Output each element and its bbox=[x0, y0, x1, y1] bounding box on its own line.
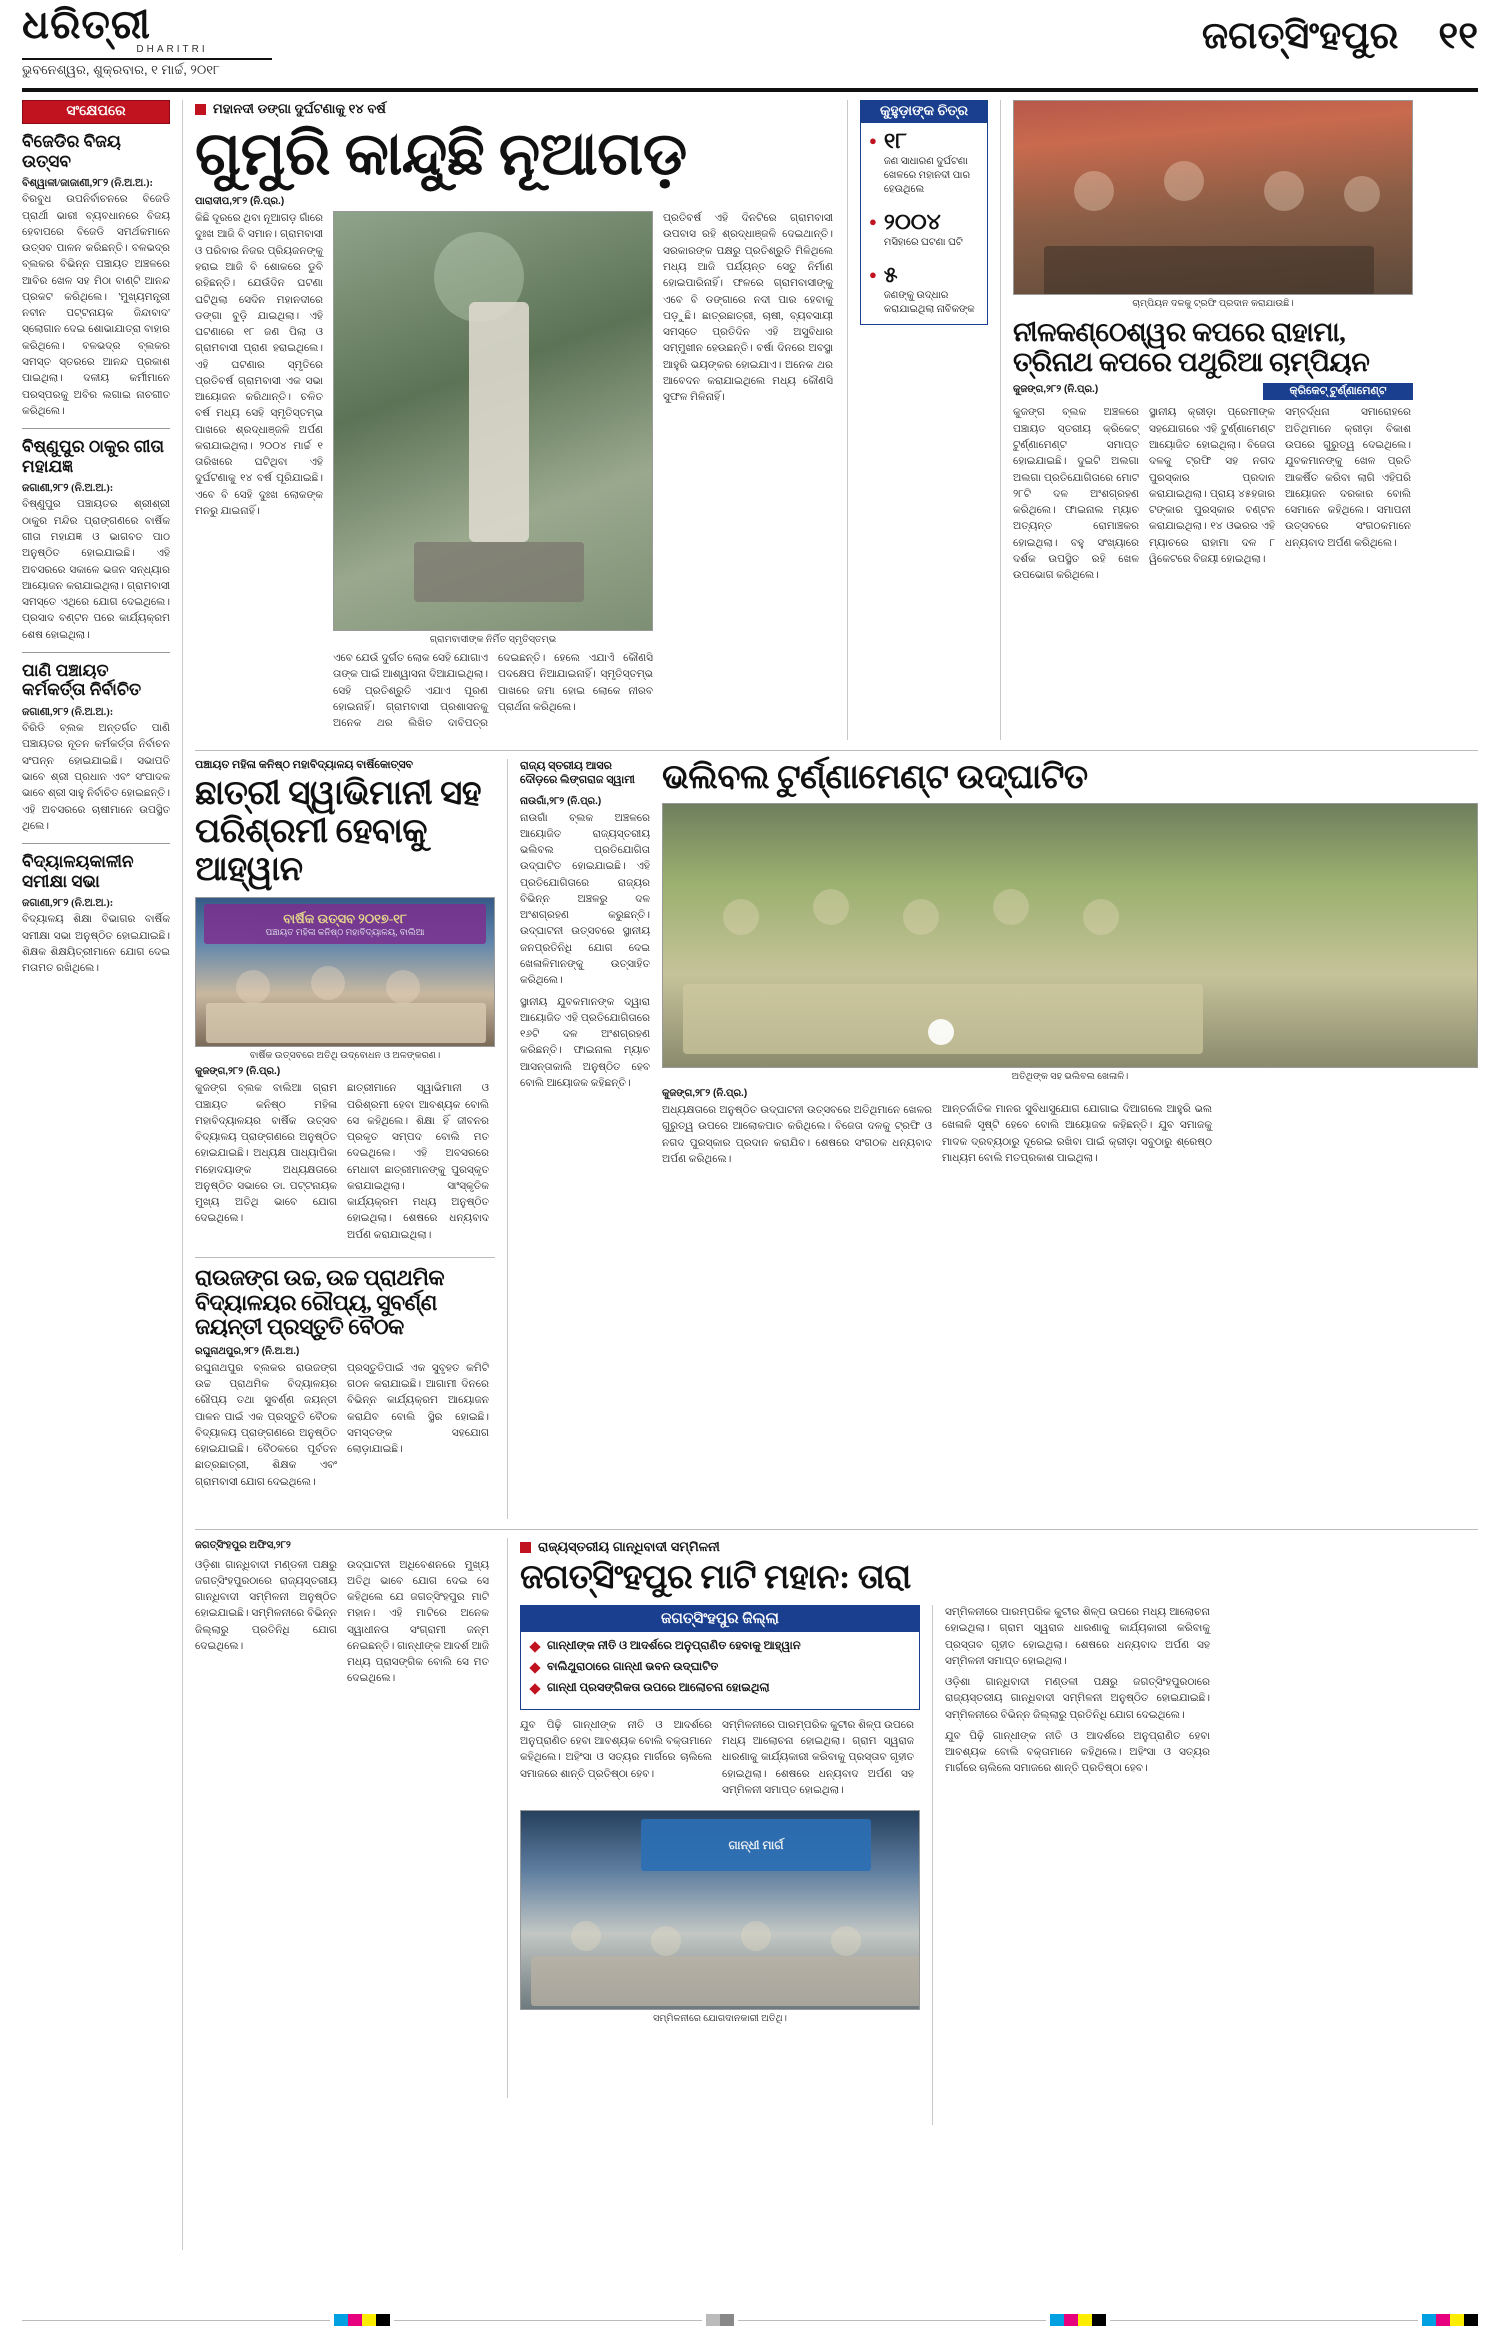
rail-title: ସଂକ୍ଷେପରେ bbox=[22, 100, 170, 124]
rail-item bbox=[22, 437, 170, 644]
column-divider bbox=[1000, 100, 1001, 740]
college-banner-line2: ପଞ୍ଚାୟତ ମହିଳା କନିଷ୍ଠ ମହାବିଦ୍ୟାଳୟ, ବାଲିଆ bbox=[265, 926, 425, 937]
color-swatches bbox=[334, 2314, 390, 2326]
fact-item bbox=[861, 123, 987, 204]
gandhi-dateline: ଜଗତ୍‌ସିଂହପୁର ଅଫିସ,୨୮୨ bbox=[195, 1540, 291, 1551]
footer-line bbox=[1110, 2320, 1418, 2321]
column-divider bbox=[507, 759, 508, 1519]
publication-date: ଭୁବନେଶ୍ୱର, ଶୁକ୍ରବାର, ୧ ମାର୍ଚ୍ଚ, ୨୦୧୮ bbox=[22, 62, 220, 77]
volleyball-colC: ଅଧ୍ୟକ୍ଷତାରେ ଅନୁଷ୍ଠିତ ଉଦ୍‌ଘାଟନୀ ଉତ୍ସବରେ ଅତିଥିମାନେ ଖେଳର ଗୁରୁତ୍ୱ ଉପରେ ଆଲୋକପାତ କରିଥିଲେ। ବିଜେତା ଦଳକୁ ଟ୍ରଫି ଓ ନଗଦ ପୁରସ୍କାର ପ୍ରଦାନ କରାଯିବ। ଶେଷରେ ସଂଗଠକ ଧନ୍ୟବାଦ ଅର୍ପଣ କରିଥିଲେ। bbox=[662, 1105, 932, 1165]
bluebox-title: ଜଗତ୍‌ସିଂହପୁର ଜିଲ୍ଲା bbox=[521, 1606, 919, 1632]
rail-item-body: ବିଦ୍ୟାଳୟ ଶିକ୍ଷା ବିଭାଗର ବାର୍ଷିକ ସମୀକ୍ଷା ସଭା ଅନୁଷ୍ଠିତ ହୋଇଯାଇଛି। ଶିକ୍ଷକ ଶିକ୍ଷୟିତ୍ରୀମାନେ ଯୋଗ ଦେଇ ମତାମତ ରଖିଥିଲେ। bbox=[22, 914, 170, 975]
rail-item-body: ବିରିଡି ବ୍ଲକ ଅନ୍ତର୍ଗତ ପାଣି ପଞ୍ଚାୟତର ନୂତନ କର୍ମକର୍ତ୍ତା ନିର୍ବାଚନ ସଂପନ୍ନ ହୋଇଯାଇଛି। ସଭାପତି ଭାବେ ଶ୍ରୀ ପ୍ରଧାନ ଏବଂ ସଂପାଦକ ଭାବେ ଶ୍ରୀ ସାହୁ ନିର୍ବାଚିତ ହୋଇଛନ୍ତି। ଏହି ଅବସରରେ ଚାଷୀମାନେ ଉପସ୍ଥିତ ଥିଲେ। bbox=[22, 723, 170, 832]
cricket-tag: କ୍ରିକେଟ୍ ଟୁର୍ଣ୍ଣାମେଣ୍ଟ bbox=[1263, 383, 1413, 400]
column-divider bbox=[507, 1538, 508, 2098]
bluebox-item: ଗାନ୍ଧୀ ପ୍ରସଙ୍ଗିକତା ଉପରେ ଆଲୋଚନା ହୋଇଥିଲା bbox=[531, 1681, 909, 1696]
color-swatches bbox=[706, 2314, 734, 2326]
gandhi-right-col bbox=[945, 1605, 1210, 1783]
bullet-icon: ● bbox=[869, 267, 877, 282]
color-swatches bbox=[1050, 2314, 1106, 2326]
lead-photo-caption: ଗ୍ରାମବାସୀଙ୍କ ନିର୍ମିତ ସ୍ମୃତିସ୍ତମ୍ଭ bbox=[429, 635, 557, 646]
rail-item bbox=[22, 132, 170, 420]
volleyball-subkicker: ରାଜ୍ୟ ସ୍ତରୀୟ ଆସର ଦୌଡ଼ରେ ଲିଙ୍ଗରାଜ ସ୍ୱାମୀ bbox=[520, 760, 635, 787]
factbox bbox=[860, 100, 988, 325]
volleyball-story bbox=[520, 759, 1478, 1173]
masthead-logo bbox=[22, 0, 322, 78]
gandhi-story bbox=[195, 1538, 1478, 2125]
cricket-dateline: କୁଜଙ୍ଗ,୨୮୨ (ନି.ପ୍ର.) bbox=[1013, 384, 1099, 396]
fact-item bbox=[861, 204, 987, 257]
lead-col1: କିଛି ଦୂରରେ ଥିବା ନୂଆଗଡ଼ ଗାଁରେ ଦୁଃଖ ଆଜି ବି ସମାନ। ଗ୍ରାମବାସୀ ଓ ପରିବାର ନିଜର ପ୍ରିୟଜନଙ୍କୁ ହରାଇ ଆଜି ବି ଶୋକରେ ଡୁବି ରହିଛନ୍ତି। ଯେଉଁଦିନ ଘଟଣା ଘଟିଥିଲା ସେଦିନ ମହାନଦୀରେ ଡଙ୍ଗା ବୁଡ଼ି ଯାଇଥିଲା। ଏହି ଘଟଣାରେ ୧୮ ଜଣ ପିଲା ଓ ଗ୍ରାମବାସୀ ପ୍ରାଣ ହରାଇଥିଲେ। ଏହି ଘଟଣାର ସ୍ମୃତିରେ ପ୍ରତିବର୍ଷ ଗ୍ରାମବାସୀ ଏକ ସଭା ଆୟୋଜନ କରିଥାନ୍ତି। ଚଳିତ ବର୍ଷ ମଧ୍ୟ ସେହି ସ୍ମୃତିସ୍ତମ୍ଭ ପାଖରେ ଶ୍ରଦ୍ଧାଞ୍ଜଳି ଅର୍ପଣ କରାଯାଇଥିଲା। ୨୦୦୪ ମାର୍ଚ୍ଚ ୧ ତାରିଖରେ ଘଟିଥିବା ଏହି ଦୁର୍ଘଟଣାକୁ ୧୪ ବର୍ଷ ପୂରିଯାଇଛି। ଏବେ ବି ସେହି ଦୁଃଖ ଲୋକଙ୍କ ମନରୁ ଯାଇନାହିଁ। bbox=[195, 213, 323, 517]
factbox-column bbox=[860, 100, 988, 325]
rail-item-dateline: ବିଶ୍ୱାଳୀ/ଜାଜାଣୀ,୨୮୨ (ନି.ଅ.ଅ.): bbox=[22, 178, 153, 190]
rail-item-dateline: ଜଗାଣୀ,୨୮୨ (ନି.ଅ.ଅ.): bbox=[22, 898, 114, 910]
volleyball-colA: ନାଉଗାଁ ବ୍ଲକ ଅଞ୍ଚଳରେ ଆୟୋଜିତ ରାଜ୍ୟସ୍ତରୀୟ ଭଲିବଲ ପ୍ରତିଯୋଗିତା ଉଦ୍‌ଘାଟିତ ହୋଇଯାଇଛି। ଏହି ପ୍ରତିଯୋଗିତାରେ ରାଜ୍ୟର ବିଭିନ୍ନ ଅଞ୍ଚଳରୁ ଦଳ ଅଂଶଗ୍ରହଣ କରୁଛନ୍ତି। ଉଦ୍‌ଘାଟନୀ ଉତ୍ସବରେ ସ୍ଥାନୀୟ ଜନପ୍ରତିନିଧି ଯୋଗ ଦେଇ ଖେଳାଳିମାନଙ୍କୁ ଉତ୍ସାହିତ କରିଥିଲେ। bbox=[520, 812, 650, 987]
gandhi-col3-dup: ଯୁବ ପିଢ଼ି ଗାନ୍ଧୀଙ୍କ ନୀତି ଓ ଆଦର୍ଶରେ ଅନୁପ୍ରାଣିତ ହେବା ଆବଶ୍ୟକ ବୋଲି ବକ୍ତାମାନେ କହିଥିଲେ। ଅହିଂସା ଓ ସତ୍ୟର ମାର୍ଗରେ ଚାଲିଲେ ସମାଜରେ ଶାନ୍ତି ପ୍ରତିଷ୍ଠା ହେବ। bbox=[945, 1730, 1210, 1775]
rail-item-dateline: ଜଗାଣୀ,୨୮୨ (ନି.ଅ.ଅ.): bbox=[22, 483, 114, 495]
college-dateline: କୁଜଙ୍ଗ,୨୮୨ (ନି.ପ୍ର.) bbox=[195, 1066, 281, 1078]
fact-item bbox=[861, 257, 987, 324]
bullet-icon: ● bbox=[869, 133, 877, 148]
volleyball-photo-caption: ଅତିଥିଙ୍କ ସହ ଭଲିବଲ ଖେଳାଳି। bbox=[1011, 1072, 1129, 1083]
factbox-title: କୁହୁଡ଼ାଙ୍କ ଚିତ୍ର bbox=[861, 101, 987, 123]
column-divider bbox=[847, 100, 848, 740]
lead-kicker: ମହାନଦୀ ଡଙ୍ଗା ଦୁର୍ଘଟଣାକୁ ୧୪ ବର୍ଷ bbox=[195, 101, 386, 117]
lead-col2: ପ୍ରତିବର୍ଷ ଏହି ଦିନଟିରେ ଗ୍ରାମବାସୀ ଉପବାସ ରହି ଶ୍ରଦ୍ଧାଞ୍ଜଳି ଦେଇଥାନ୍ତି। ସରକାରଙ୍କ ପକ୍ଷରୁ ପ୍ରତିଶ୍ରୁତି ମିଳିଥିଲେ ମଧ୍ୟ ଆଜି ପର୍ଯ୍ୟନ୍ତ ସେତୁ ନିର୍ମାଣ ହୋଇପାରିନାହିଁ। ଫଳରେ ଗ୍ରାମବାସୀଙ୍କୁ ଏବେ ବି ଡଙ୍ଗାରେ ନଦୀ ପାର ହେବାକୁ ପଡ଼ୁଛି। ଛାତ୍ରଛାତ୍ରୀ, ଚାଷୀ, ବ୍ୟବସାୟୀ ସମସ୍ତେ ପ୍ରତିଦିନ ଏହି ଅସୁବିଧାର ସମ୍ମୁଖୀନ ହେଉଛନ୍ତି। ବର୍ଷା ଦିନରେ ଅବସ୍ଥା ଆହୁରି ଭୟଙ୍କର ହୋଇଯାଏ। ଅନେକ ଥର ଆବେଦନ କରାଯାଇଥିଲେ ମଧ୍ୟ କୌଣସି ସୁଫଳ ମିଳିନାହିଁ। bbox=[663, 213, 833, 404]
fact-number: ୨୦୦୪ bbox=[883, 209, 941, 234]
college-photo bbox=[195, 897, 495, 1047]
fact-text: ଜଣଙ୍କୁ ଉଦ୍ଧାର କରାଯାଇଥିଲା ନାବିକଙ୍କ bbox=[883, 290, 975, 315]
gandhi-col4-dup: ସମ୍ମିଳନୀରେ ପାରମ୍ପରିକ କୁଟୀର ଶିଳ୍ପ ଉପରେ ମଧ୍ୟ ଆଲୋଚନା ହୋଇଥିଲା। ଗ୍ରାମ ସ୍ୱରାଜ ଧାରଣାକୁ କାର୍ଯ୍ୟକାରୀ କରିବାକୁ ପ୍ରସ୍ତାବ ଗୃହୀତ ହୋଇଥିଲା। ଶେଷରେ ଧନ୍ୟବାଦ ଅର୍ପଣ ସହ ସମ୍ମିଳନୀ ସମାପ୍ତ ହୋଇଥିଲା। bbox=[945, 1607, 1210, 1667]
gandhi-col2: ଉଦ୍‌ଘାଟନୀ ଅଧିବେଶନରେ ମୁଖ୍ୟ ଅତିଥି ଭାବେ ଯୋଗ ଦେଇ ସେ କହିଥିଲେ ଯେ ଜଗତ୍‌ସିଂହପୁର ମାଟି ମହାନ। ଏହି ମାଟିରେ ଅନେକ ସ୍ୱାଧୀନତା ସଂଗ୍ରାମୀ ଜନ୍ମ ନେଇଛନ୍ତି। ଗାନ୍ଧୀଙ୍କ ଆଦର୍ଶ ଆଜି ମଧ୍ୟ ପ୍ରାସଙ୍ଗିକ ବୋଲି ସେ ମତ ଦେଇଥିଲେ। bbox=[347, 1559, 489, 1685]
gandhi-col3: ଯୁବ ପିଢ଼ି ଗାନ୍ଧୀଙ୍କ ନୀତି ଓ ଆଦର୍ଶରେ ଅନୁପ୍ରାଣିତ ହେବା ଆବଶ୍ୟକ ବୋଲି ବକ୍ତାମାନେ କହିଥିଲେ। ଅହିଂସା ଓ ସତ୍ୟର ମାର୍ଗରେ ଚାଲିଲେ ସମାଜରେ ଶାନ୍ତି ପ୍ରତିଷ୍ଠା ହେବ। bbox=[520, 1719, 712, 1780]
gandhi-photo-caption: ସମ୍ମିଳନୀରେ ଯୋଗଦାନକାରୀ ଅତିଥି। bbox=[653, 2014, 787, 2025]
logo-divider bbox=[22, 58, 272, 60]
gandhi-banner-text: ଗାନ୍ଧୀ ମାର୍ଗ bbox=[641, 1819, 871, 1871]
cricket-photo bbox=[1013, 100, 1413, 295]
rail-item-heading: ବିଦ୍ୟାଳୟକାଳୀନ ସମୀକ୍ଷା ସଭା bbox=[22, 852, 134, 891]
footer-line bbox=[394, 2320, 702, 2321]
lead-headline: ଗୁମୁରି କାନ୍ଦୁଛି ନୂଆଗଡ଼ bbox=[195, 121, 687, 187]
bluebox-item: ଗାନ୍ଧୀଙ୍କ ନୀତି ଓ ଆଦର୍ଶରେ ଅନୁପ୍ରାଣିତ ହେବାକୁ ଆହ୍ୱାନ bbox=[531, 1639, 909, 1654]
gandhi-col1: ଓଡ଼ିଶା ଗାନ୍ଧିବାଦୀ ମଣ୍ଡଳୀ ପକ୍ଷରୁ ଜଗତ୍‌ସିଂହପୁରଠାରେ ରାଜ୍ୟସ୍ତରୀୟ ଗାନ୍ଧିବାଦୀ ସମ୍ମିଳନୀ ଅନୁଷ୍ଠିତ ହୋଇଯାଇଛି। ସମ୍ମିଳନୀରେ ବିଭିନ୍ନ ଜିଲ୍ଲାରୁ ପ୍ରତିନିଧି ଯୋଗ ଦେଇଥିଲେ। bbox=[195, 1559, 337, 1652]
rail-item bbox=[22, 661, 170, 835]
gandhi-bluebox bbox=[520, 1605, 920, 1710]
bullet-icon: ● bbox=[869, 214, 877, 229]
college-headline: ଛାତ୍ରୀ ସ୍ୱାଭିମାନୀ ସହ ପରିଶ୍ରମୀ ହେବାକୁ ଆହ୍ୱାନ bbox=[195, 775, 482, 889]
college-banner-line1: ବାର୍ଷିକ ଉତ୍ସବ ୨୦୧୭-୧୮ bbox=[283, 910, 407, 926]
lead-story bbox=[195, 100, 835, 733]
cricket-story bbox=[1013, 100, 1413, 589]
college-kicker: ପଞ୍ଚାୟତ ମହିଳା କନିଷ୍ଠ ମହାବିଦ୍ୟାଳୟ ବାର୍ଷିକୋତ୍ସବ bbox=[195, 759, 414, 771]
logo-text: ଧରିତ୍ରୀ bbox=[22, 2, 151, 47]
rail-item bbox=[22, 852, 170, 977]
volleyball-dateline-left: ନାଉଗାଁ,୨୮୨ (ନି.ପ୍ର.) bbox=[520, 795, 602, 807]
gandhi-left-col bbox=[195, 1538, 495, 1693]
cricket-col1: କୁଜଙ୍ଗ ବ୍ଲକ ଅଞ୍ଚଳରେ ପଞ୍ଚାୟତ ସ୍ତରୀୟ କ୍ରିକେଟ୍ ଟୁର୍ଣ୍ଣାମେଣ୍ଟ ସମାପ୍ତ ହୋଇଯାଇଛି। ଦୁଇଟି ଅଲଗା ଅଲଗା ପ୍ରତିଯୋଗିତାରେ ମୋଟ ୨୮ଟି ଦଳ ଅଂଶଗ୍ରହଣ କରିଥିଲେ। ଫାଇନାଲ ମ୍ୟାଚ ଅତ୍ୟନ୍ତ ରୋମାଞ୍ଚକର ହୋଇଥିଲା। ବହୁ ସଂଖ୍ୟାରେ ଦର୍ଶକ ଉପସ୍ଥିତ ରହି ଖେଳ ଉପଭୋଗ କରିଥିଲେ। bbox=[1013, 407, 1139, 582]
masthead bbox=[22, 0, 1478, 92]
volleyball-photo bbox=[662, 803, 1478, 1068]
lead-col3: ଏବେ ଯେଉଁ ଦୁର୍ଗତ ଲୋକ ସେହି ଯୋଗାଏ ତାଙ୍କ ପାଇଁ ଆଶ୍ୱାସନା ଦିଆଯାଇଥିଲା। ସେହି ପ୍ରତିଶ୍ରୁତି ଏଯାଏ ପୂରଣ ହୋଇନାହିଁ। ଗ୍ରାମବାସୀ ପ୍ରଶାସନକୁ ଅନେକ ଥର ଲିଖିତ ଦାବିପତ୍ର ଦେଇଛନ୍ତି। ହେଲେ ଏଯାଏଁ କୌଣସି ପଦକ୍ଷେପ ନିଆଯାଇନାହିଁ। ସ୍ମୃତିସ୍ତମ୍ଭ ପାଖରେ ଜମା ହୋଇ ଲୋକେ ନୀରବ ପ୍ରାର୍ଥନା କରିଥିଲେ। bbox=[333, 653, 653, 730]
cricket-photo-caption: ଚାମ୍ପିୟନ ଦଳକୁ ଟ୍ରଫି ପ୍ରଦାନ କରାଯାଉଛି। bbox=[1132, 299, 1294, 309]
rail-item-heading: ପାଣି ପଞ୍ଚାୟତ କର୍ମକର୍ତ୍ତା ନିର୍ବାଚିତ bbox=[22, 660, 142, 700]
fact-number: ୧୮ bbox=[883, 128, 907, 153]
volleyball-headline: ଭଲିବଲ ଟୁର୍ଣ୍ଣାମେଣ୍ଟ ଉଦ୍‌ଘାଟିତ bbox=[662, 759, 1088, 796]
fact-text: ମସିହାରେ ଘଟଣା ଘଟି bbox=[883, 237, 963, 248]
logo-subtext: DHARITRI bbox=[136, 44, 208, 55]
gandhi-col1-dup: ଓଡ଼ିଶା ଗାନ୍ଧିବାଦୀ ମଣ୍ଡଳୀ ପକ୍ଷରୁ ଜଗତ୍‌ସିଂହପୁରଠାରେ ରାଜ୍ୟସ୍ତରୀୟ ଗାନ୍ଧିବାଦୀ ସମ୍ମିଳନୀ ଅନୁଷ୍ଠିତ ହୋଇଯାଇଛି। ସମ୍ମିଳନୀରେ ବିଭିନ୍ନ ଜିଲ୍ଲାରୁ ପ୍ରତିନିଧି ଯୋଗ ଦେଇଥିଲେ। bbox=[945, 1677, 1210, 1721]
print-registration-bar bbox=[22, 2313, 1478, 2327]
edition-name: ଜଗତ୍‌ସିଂହପୁର bbox=[1201, 15, 1399, 57]
gandhi-headline: ଜଗତ୍‌ସିଂହପୁର ମାଟି ମହାନ: ତାରା bbox=[520, 1559, 911, 1596]
footer-line bbox=[22, 2320, 330, 2321]
fact-text: ଜଣ ସାଧାରଣ ଦୁର୍ଘଟଣା ଖେଳରେ ମହାନଦୀ ପାର ହେଉଥିଲେ bbox=[883, 156, 971, 195]
rail-item-body: ବିରବୁଧ ଉପନିର୍ବାଚନରେ ବିଜେଡି ପ୍ରାର୍ଥୀ ଭାରୀ ବ୍ୟବଧାନରେ ବିଜୟ ହେବାପରେ ବିଜେଡି ସମର୍ଥକମାନେ ଉତ୍ସବ ପାଳନ କରିଛନ୍ତି। ବଳଭଦ୍ର ବ୍ଲକର ବିଭିନ୍ନ ପଞ୍ଚାୟତ ଅଞ୍ଚଳରେ ଆବିର ଖେଳ ସହ ମିଠା ବାଣ୍ଟି ଆନନ୍ଦ ପ୍ରକଟ କରିଥିଲେ। 'ମୁଖ୍ୟମନ୍ତ୍ରୀ ନବୀନ ପଟ୍ଟନାୟକ ଜିନ୍ଦାବାଦ' ସ୍ଲୋଗାନ ଦେଇ ଶୋଭାଯାତ୍ରା ବାହାର କରିଥିଲେ। ବଳଭଦ୍ର ବ୍ଲକର ସମସ୍ତ ସ୍ତରରେ ଆନନ୍ଦ ପ୍ରକାଶ ପାଇଥିଲା। ଦଳୀୟ କର୍ମୀମାନେ ପରସ୍ପରକୁ ଅବିର ଲଗାଇ ନାଚଗୀତ କରିଥିଲେ। bbox=[22, 194, 170, 417]
college-col1: କୁଜଙ୍ଗ ବ୍ଲକ ବାଲିଆ ଗ୍ରାମ ପଞ୍ଚାୟତ କନିଷ୍ଠ ମହିଳା ମହାବିଦ୍ୟାଳୟର ବାର୍ଷିକ ଉତ୍ସବ ବିଦ୍ୟାଳୟ ପ୍ରାଙ୍ଗଣରେ ଅନୁଷ୍ଠିତ ହୋଇଯାଇଛି। ଅଧ୍ୟକ୍ଷ ପାଧ୍ୟାପିକା ମହୋଦୟାଙ୍କ ଅଧ୍ୟକ୍ଷତାରେ ଅନୁଷ୍ଠିତ ସଭାରେ ଡା. ପଟ୍ଟନାୟକ ମୁଖ୍ୟ ଅତିଥି ଭାବେ ଯୋଗ ଦେଇଥିଲେ। bbox=[195, 1083, 337, 1225]
gandhi-kicker: ରାଜ୍ୟସ୍ତରୀୟ ଗାନ୍ଧିବାଦୀ ସମ୍ମିଳନୀ bbox=[520, 1539, 720, 1555]
rail-item-heading: ବିଜେଡିର ବିଜୟ ଉତ୍ସବ bbox=[22, 132, 121, 171]
gandhi-photo bbox=[520, 1810, 920, 2010]
school-headline: ରାଉଜଙ୍ଗ ଉଚ୍ଚ, ଉଚ୍ଚ ପ୍ରାଥମିକ ବିଦ୍ୟାଳୟର ରୌପ୍ୟ, ସୁବର୍ଣ୍ଣ ଜୟନ୍ତୀ ପ୍ରସ୍ତୁତି ବୈଠକ bbox=[195, 1264, 445, 1340]
bluebox-item: ବାଲିଥୁରାଠାରେ ଗାନ୍ଧୀ ଭବନ ଉଦ୍‌ଘାଟିତ bbox=[531, 1660, 909, 1675]
college-story bbox=[195, 759, 495, 1496]
cricket-headline: ନୀଳକଣ୍ଠେଶ୍ୱର କପରେ ରାହାମା, ତ୍ରିନାଥ କପରେ ପଥୁରିଆ ଚାମ୍ପିୟନ bbox=[1013, 317, 1370, 378]
rail-item-heading: ବିଷ୍ଣୁପୁର ଠାକୁର ଗୀତା ମହାଯଜ୍ଞ bbox=[22, 437, 165, 476]
gandhi-col4: ସମ୍ମିଳନୀରେ ପାରମ୍ପରିକ କୁଟୀର ଶିଳ୍ପ ଉପରେ ମଧ୍ୟ ଆଲୋଚନା ହୋଇଥିଲା। ଗ୍ରାମ ସ୍ୱରାଜ ଧାରଣାକୁ କାର୍ଯ୍ୟକାରୀ କରିବାକୁ ପ୍ରସ୍ତାବ ଗୃହୀତ ହୋଇଥିଲା। ଶେଷରେ ଧନ୍ୟବାଦ ଅର୍ପଣ ସହ ସମ୍ମିଳନୀ ସମାପ୍ତ ହୋଇଥିଲା। bbox=[722, 1719, 914, 1796]
masthead-right bbox=[1202, 0, 1478, 58]
cricket-col3: ସମ୍ବର୍ଦ୍ଧନା ସମାରୋହରେ ଅତିଥିମାନେ କ୍ରୀଡ଼ା ବିକାଶ ଉପରେ ଗୁରୁତ୍ୱ ଦେଇଥିଲେ। ଯୁବକମାନଙ୍କୁ ଖେଳ ପ୍ରତି ଆକର୍ଷିତ କରିବା ଲାଗି ଏହିପରି ଆୟୋଜନ ଦରକାର ବୋଲି ସେମାନେ କହିଥିଲେ। ସମାପନୀ ଉତ୍ସବରେ ସଂଗଠକମାନେ ଧନ୍ୟବାଦ ଅର୍ପଣ କରିଥିଲେ। bbox=[1285, 407, 1411, 549]
rail-item-dateline: ଜଗାଣୀ,୨୮୨ (ନି.ଅ.ଅ.): bbox=[22, 706, 114, 718]
volleyball-colD: ଆନ୍ତର୍ଜାତିକ ମାନର ସୁବିଧାସୁଯୋଗ ଯୋଗାଇ ଦିଆଗଲେ ଆହୁରି ଭଲ ଖେଳାଳି ସୃଷ୍ଟି ହେବେ ବୋଲି ଆୟୋଜକ କହିଛନ୍ତି। ଯୁବ ସମାଜକୁ ମାଦକ ଦ୍ରବ୍ୟଠାରୁ ଦୂରେଇ ରଖିବା ପାଇଁ କ୍ରୀଡ଼ା ସବୁଠାରୁ ଶ୍ରେଷ୍ଠ ମାଧ୍ୟମ ବୋଲି ମତପ୍ରକାଶ ପାଇଥିଲା। bbox=[942, 1104, 1212, 1164]
brief-rail bbox=[22, 100, 170, 982]
school-col2: ପ୍ରସ୍ତୁତିପାଇଁ ଏକ ସୁବୃହତ କମିଟି ଗଠନ କରାଯାଇଛି। ଆଗାମୀ ଦିନରେ ବିଭିନ୍ନ କାର୍ଯ୍ୟକ୍ରମ ଆୟୋଜନ କରାଯିବ ବୋଲି ସ୍ଥିର ହୋଇଛି। ସମସ୍ତଙ୍କ ସହଯୋଗ ଲୋଡ଼ାଯାଇଛି। bbox=[347, 1362, 489, 1456]
school-col1: ରଘୁନାଥପୁର ବ୍ଲକର ରାଉଜଙ୍ଗ ଉଚ୍ଚ ପ୍ରାଥମିକ ବିଦ୍ୟାଳୟର ରୌପ୍ୟ ତଥା ସୁବର୍ଣ୍ଣ ଜୟନ୍ତୀ ପାଳନ ପାଇଁ ଏକ ପ୍ରସ୍ତୁତି ବୈଠକ ବିଦ୍ୟାଳୟ ପ୍ରାଙ୍ଗଣରେ ଅନୁଷ୍ଠିତ ହୋଇଯାଇଛି। ବୈଠକରେ ପୂର୍ବତନ ଛାତ୍ରଛାତ୍ରୀ, ଶିକ୍ଷକ ଏବଂ ଗ୍ରାମବାସୀ ଯୋଗ ଦେଇଥିଲେ। bbox=[195, 1362, 337, 1488]
school-dateline: ରଘୁନାଥପୁର,୨୮୨ (ନି.ଅ.ଅ.) bbox=[195, 1345, 300, 1357]
lead-dateline: ପାରାଦୀପ,୨୮୨ (ନି.ପ୍ର.) bbox=[195, 196, 285, 208]
college-col2: ଛାତ୍ରୀମାନେ ସ୍ୱାଭିମାନୀ ଓ ପରିଶ୍ରମୀ ହେବା ଆବଶ୍ୟକ ବୋଲି ସେ କହିଥିଲେ। ଶିକ୍ଷା ହିଁ ଜୀବନର ପ୍ରକୃତ ସମ୍ପଦ ବୋଲି ମତ ଦେଇଥିଲେ। ଏହି ଅବସରରେ ମେଧାବୀ ଛାତ୍ରୀମାନଙ୍କୁ ପୁରସ୍କୃତ କରାଯାଇଥିଲା। ସାଂସ୍କୃତିକ କାର୍ଯ୍ୟକ୍ରମ ମଧ୍ୟ ଅନୁଷ୍ଠିତ ହୋଇଥିଲା। ଶେଷରେ ଧନ୍ୟବାଦ ଅର୍ପଣ କରାଯାଇଥିଲା। bbox=[347, 1083, 489, 1241]
college-photo-caption: ବାର୍ଷିକ ଉତ୍ସବରେ ଅତିଥି ଉଦ୍ବୋଧନ ଓ ଅଳଙ୍କରଣ। bbox=[249, 1051, 441, 1062]
volleyball-colB: ସ୍ଥାନୀୟ ଯୁବକମାନଙ୍କ ଦ୍ୱାରା ଆୟୋଜିତ ଏହି ପ୍ରତିଯୋଗିତାରେ ୧୬ଟି ଦଳ ଅଂଶଗ୍ରହଣ କରିଛନ୍ତି। ଫାଇନାଲ ମ୍ୟାଚ ଆସନ୍ତାକାଲି ଅନୁଷ୍ଠିତ ହେବ ବୋଲି ଆୟୋଜକ କହିଛନ୍ତି। bbox=[520, 996, 650, 1089]
cricket-col2: ସ୍ଥାନୀୟ କ୍ରୀଡ଼ା ପ୍ରେମୀଙ୍କ ସହଯୋଗରେ ଏହି ଟୁର୍ଣ୍ଣାମେଣ୍ଟ ଆୟୋଜିତ ହୋଇଥିଲା। ବିଜେତା ଦଳକୁ ଟ୍ରଫି ସହ ନଗଦ ପୁରସ୍କାର ପ୍ରଦାନ କରାଯାଇଥିଲା। ପ୍ରାୟ ୪୫ହଜାର ଟଙ୍କାର ପୁରସ୍କାର ବଣ୍ଟନ କରାଯାଇଥିଲା। ୧୪ ଓଭରର ଏହି ମ୍ୟାଚରେ ରାହାମା ଦଳ ୮ ୱିକେଟରେ ବିଜୟୀ ହୋଇଥିଲା। bbox=[1149, 407, 1275, 565]
page-number: ୧୧ bbox=[1438, 15, 1478, 57]
fact-number: ୫ bbox=[883, 262, 898, 287]
lead-photo bbox=[333, 211, 653, 631]
color-swatches bbox=[1422, 2314, 1478, 2326]
column-divider bbox=[182, 100, 183, 2250]
rail-item-body: ବିଷ୍ଣୁପୁର ପଞ୍ଚାୟତର ଶ୍ରୀଶ୍ରୀ ଠାକୁର ମନ୍ଦିର ପ୍ରାଙ୍ଗଣରେ ବାର୍ଷିକ ଗୀତା ମହାଯଜ୍ଞ ଓ ଭାଗବତ ପାଠ ଅନୁଷ୍ଠିତ ହୋଇଯାଇଛି। ଏହି ଅବସରରେ ସକାଳେ ଭଜନ ସନ୍ଧ୍ୟାର ଆୟୋଜନ କରାଯାଇଥିଲା। ଗ୍ରାମବାସୀ ସମସ୍ତେ ଏଥିରେ ଯୋଗ ଦେଇଥିଲେ। ପ୍ରସାଦ ବଣ୍ଟନ ପରେ କାର୍ଯ୍ୟକ୍ରମ ଶେଷ ହୋଇଥିଲା। bbox=[22, 499, 170, 641]
footer-line bbox=[738, 2320, 1046, 2321]
column-divider bbox=[932, 1605, 933, 2125]
volleyball-dateline-right: କୁଜଙ୍ଗ,୨୮୨ (ନି.ପ୍ର.) bbox=[662, 1088, 748, 1100]
